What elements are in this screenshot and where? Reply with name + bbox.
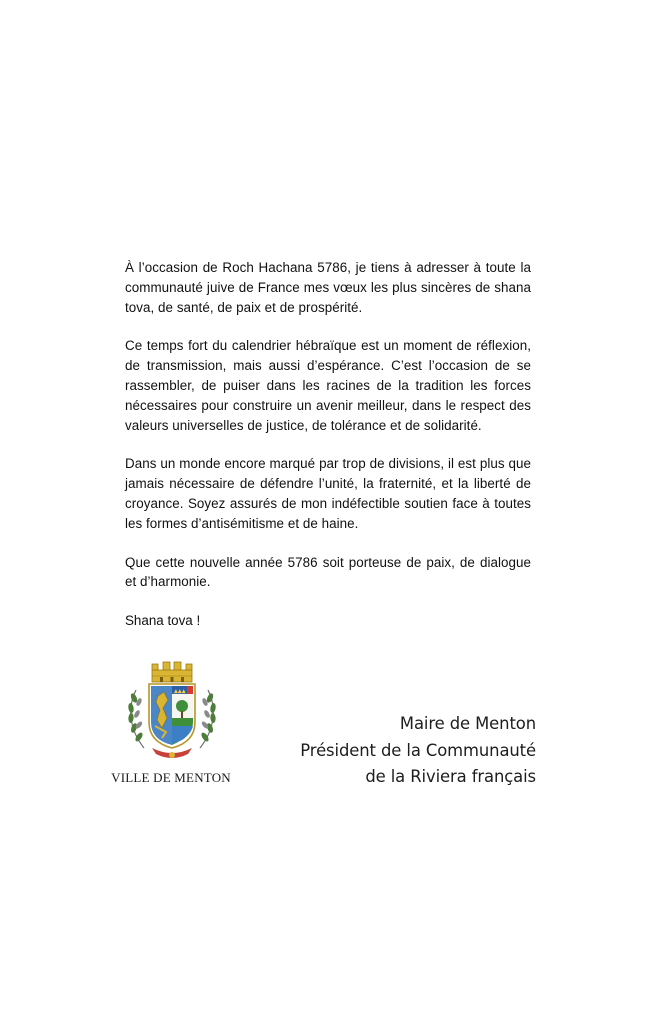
mural-crown-icon (152, 662, 192, 682)
shield-icon (149, 684, 195, 748)
laurel-left-icon (128, 690, 144, 748)
paragraph-4: Que cette nouvelle année 5786 soit porteuse de paix, de dialogue et d’harmonie. (125, 554, 531, 590)
coat-of-arms-icon (122, 656, 222, 766)
crest-caption: VILLE DE MENTON (111, 770, 231, 785)
signature-title-president: Président de la Communauté (300, 740, 536, 760)
svg-text:▲▲▲: ▲▲▲ (174, 688, 186, 695)
letter-body (125, 258, 531, 631)
signature-title-community: de la Riviera français (365, 767, 536, 786)
paragraph-3: Dans un monde encore marqué par trop de divisions, il est plus que jamais nécessaire de défendre l’unité, la fraternité, et la liberté de croyance. Soyez assurés de mon indéfectible soutien face à toutes les formes d’antisémitisme et de haine. (125, 456, 531, 531)
closing-greeting: Shana tova ! (125, 613, 201, 629)
laurel-right-icon (200, 690, 216, 748)
paragraph-2: Ce temps fort du calendrier hébraïque est un moment de réflexion, de transmission, mais aussi d’espérance. C’est l’occasion de se rassembler, de puiser dans les racines de la tradition les forces nécessaires pour construire un avenir meilleur, dans le respect des valeurs universelles de justice, de tolérance et de solidarité. (125, 338, 531, 433)
paragraph-1: À l’occasion de Roch Hachana 5786, je tiens à adresser à toute la communauté juive de France mes vœux les plus sincères de shana tova, de santé, de paix et de prospérité. (125, 260, 531, 315)
signature-title-mayor: Maire de Menton (399, 714, 536, 733)
signature-block (300, 711, 536, 791)
